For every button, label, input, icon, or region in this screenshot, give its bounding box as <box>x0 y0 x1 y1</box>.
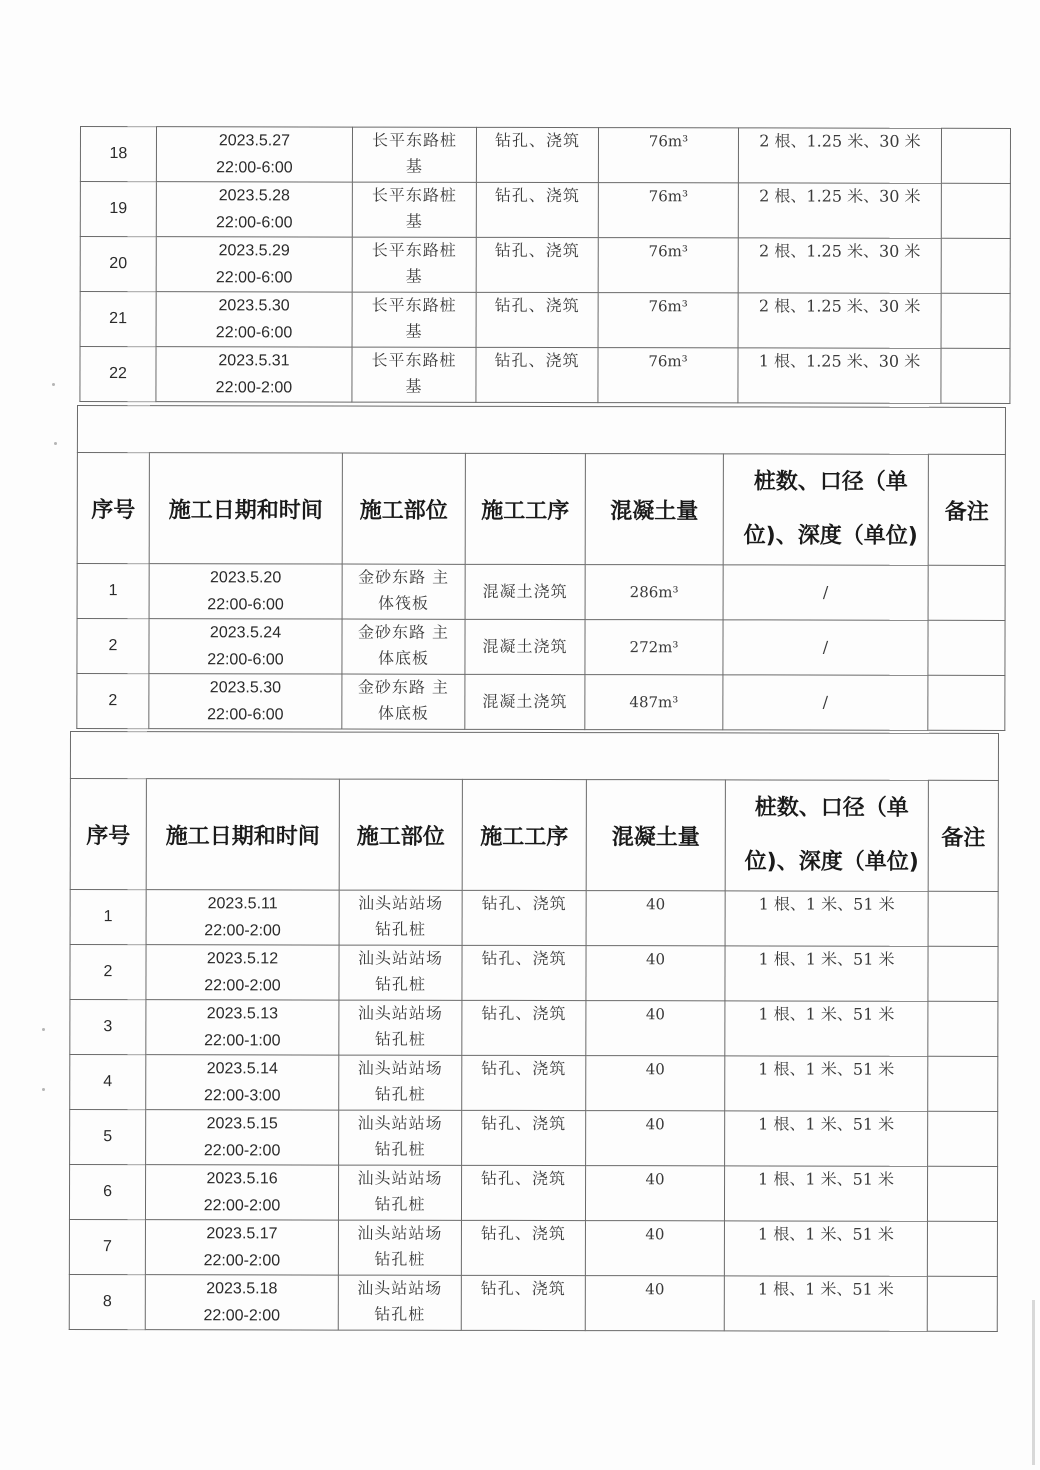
table-row <box>69 1220 997 1277</box>
cell-remarks <box>928 891 998 946</box>
cell-location <box>339 1055 462 1110</box>
cell-process: 混凝土浇筑 <box>465 564 585 619</box>
cell-process: 钻孔、浇筑 <box>461 1220 585 1275</box>
header-pile-info-line1: 桩数、口径（单 <box>754 795 909 821</box>
cell-location-line1: 长平东路桩 <box>371 130 457 150</box>
header-process: 施工工序 <box>462 779 586 890</box>
cell-pile-info: 1 根、1 米、51 米 <box>725 1001 928 1056</box>
cell-remarks <box>941 128 1010 183</box>
header-seq: 序号 <box>70 779 146 890</box>
cell-date: 2023.5.16 <box>206 1170 278 1188</box>
cell-datetime <box>145 1165 338 1220</box>
cell-remarks <box>928 1001 998 1056</box>
cell-location-line2: 体筏板 <box>378 593 430 613</box>
cell-location-line1: 汕头站站场 <box>357 1223 443 1243</box>
cell-remarks <box>941 238 1010 293</box>
cell-remarks <box>927 1221 997 1276</box>
cell-pile-info: 1 根、1 米、51 米 <box>724 1221 927 1276</box>
cell-remarks <box>927 1276 997 1331</box>
cell-seq: 18 <box>80 127 156 182</box>
cell-remarks <box>928 946 998 1001</box>
cell-time: 22:00-6:00 <box>207 651 284 669</box>
cell-location-line2: 体底板 <box>377 648 429 668</box>
cell-location-line1: 金砂东路 主 <box>357 622 450 642</box>
cell-location <box>342 564 465 619</box>
cell-time: 22:00-2:00 <box>203 1252 281 1270</box>
cell-location <box>338 1220 461 1275</box>
cell-concrete: 272m³ <box>585 620 723 675</box>
cell-location-line1: 汕头站站场 <box>357 1168 443 1188</box>
cell-time: 22:00-6:00 <box>215 324 293 342</box>
cell-concrete: 40 <box>585 1221 724 1276</box>
cell-date: 2023.5.11 <box>207 895 278 913</box>
table-row <box>77 564 1005 621</box>
cell-pile-info: 1 根、1.25 米、30 米 <box>738 348 941 403</box>
cell-process: 钻孔、浇筑 <box>461 1275 585 1330</box>
cell-concrete: 40 <box>585 1276 724 1331</box>
header-pile-info-line2: 位)、深度（单位) <box>743 523 918 549</box>
cell-seq: 1 <box>70 890 146 945</box>
cell-location-line1: 金砂东路 主 <box>358 567 450 587</box>
cell-concrete: 76m³ <box>598 348 738 403</box>
cell-location <box>342 674 465 729</box>
cell-concrete: 40 <box>586 891 725 946</box>
cell-pile-info: 1 根、1 米、51 米 <box>725 946 928 1001</box>
cell-location <box>352 127 476 182</box>
cell-datetime <box>156 292 352 347</box>
construction-table-section-3 <box>69 731 999 1332</box>
header-remarks: 备注 <box>928 454 1005 565</box>
cell-location-line1: 汕头站站场 <box>357 1278 443 1298</box>
table-header-row <box>77 453 1005 566</box>
cell-location <box>352 292 476 347</box>
cell-location-line1: 长平东路桩 <box>371 185 457 205</box>
cell-location-line2: 钻孔桩 <box>374 1304 426 1324</box>
cell-pile-info: 2 根、1.25 米、30 米 <box>738 128 941 183</box>
cell-datetime <box>149 674 342 729</box>
table-row <box>69 1274 997 1331</box>
cell-seq: 8 <box>69 1274 145 1329</box>
construction-table-section-2 <box>76 405 1006 731</box>
header-pile-info-line2: 位)、深度（单位) <box>744 849 919 875</box>
cell-location <box>342 619 465 674</box>
cell-time: 22:00-1:00 <box>204 1032 281 1050</box>
blank-separator-row <box>70 732 998 781</box>
cell-location-line1: 汕头站站场 <box>357 1058 443 1078</box>
cell-time: 22:00-6:00 <box>215 269 293 287</box>
cell-seq: 2 <box>70 945 146 1000</box>
cell-concrete: 40 <box>586 1001 725 1056</box>
table-row <box>70 1110 998 1167</box>
header-pile-info <box>723 454 928 565</box>
header-pile-info <box>725 780 928 891</box>
cell-location-line1: 汕头站站场 <box>357 948 444 968</box>
blank-separator-row <box>77 406 1005 455</box>
cell-pile-info: 1 根、1 米、51 米 <box>724 1276 927 1331</box>
table-row <box>80 182 1010 239</box>
cell-location-line2: 基 <box>405 211 423 231</box>
cell-datetime <box>156 127 352 182</box>
cell-date: 2023.5.15 <box>206 1115 278 1133</box>
table-row <box>70 1000 998 1057</box>
cell-location-line2: 钻孔桩 <box>375 919 427 939</box>
cell-location-line1: 长平东路桩 <box>371 240 457 260</box>
header-datetime: 施工日期和时间 <box>149 453 342 564</box>
cell-datetime <box>145 1275 338 1330</box>
cell-process: 混凝土浇筑 <box>465 619 585 674</box>
cell-remarks <box>928 1056 998 1111</box>
cell-time: 22:00-6:00 <box>207 706 284 724</box>
scan-speck <box>42 1028 45 1031</box>
cell-pile-info: 2 根、1.25 米、30 米 <box>738 183 941 238</box>
cell-date: 2023.5.30 <box>209 679 282 697</box>
header-pile-info-line1: 桩数、口径（单 <box>753 469 908 495</box>
cell-time: 22:00-3:00 <box>203 1087 281 1105</box>
cell-process: 钻孔、浇筑 <box>476 237 598 292</box>
cell-concrete: 40 <box>586 946 725 1001</box>
scan-speck <box>54 442 57 445</box>
cell-location-line1: 汕头站站场 <box>358 893 444 913</box>
header-seq: 序号 <box>77 453 149 564</box>
cell-process: 钻孔、浇筑 <box>476 127 598 182</box>
cell-location-line2: 钻孔桩 <box>374 1194 426 1214</box>
cell-location <box>339 1000 462 1055</box>
cell-datetime <box>146 1055 339 1110</box>
table-row <box>80 292 1010 349</box>
table-row <box>70 1055 998 1112</box>
cell-time: 22:00-2:00 <box>203 1197 281 1215</box>
cell-seq: 3 <box>70 1000 146 1055</box>
cell-time: 22:00-2:00 <box>215 379 293 397</box>
cell-concrete: 40 <box>586 1056 725 1111</box>
cell-location-line2: 基 <box>405 376 423 396</box>
cell-datetime <box>149 564 342 619</box>
cell-seq: 19 <box>80 182 156 237</box>
cell-process: 钻孔、浇筑 <box>461 1165 585 1220</box>
table-row <box>70 945 998 1002</box>
cell-date: 2023.5.20 <box>210 569 282 587</box>
cell-concrete: 76m³ <box>598 128 738 183</box>
table-row <box>69 1165 997 1222</box>
cell-location-line1: 长平东路桩 <box>371 295 457 315</box>
header-concrete: 混凝土量 <box>586 780 725 891</box>
header-location: 施工部位 <box>342 453 465 564</box>
cell-remarks <box>928 1111 998 1166</box>
cell-location-line2: 基 <box>405 266 423 286</box>
cell-date: 2023.5.18 <box>206 1280 278 1298</box>
cell-datetime <box>146 1000 339 1055</box>
scan-speck <box>42 1088 45 1091</box>
cell-pile-info: / <box>723 620 928 675</box>
cell-seq: 1 <box>77 564 149 619</box>
cell-date: 2023.5.13 <box>206 1005 279 1023</box>
scan-speck <box>52 383 55 386</box>
cell-remarks <box>928 620 1005 675</box>
cell-concrete: 76m³ <box>598 238 738 293</box>
table-row <box>80 347 1010 404</box>
cell-location <box>339 945 462 1000</box>
cell-location <box>352 237 476 292</box>
cell-datetime <box>146 890 339 945</box>
cell-pile-info: 1 根、1 米、51 米 <box>725 1111 928 1166</box>
cell-seq: 6 <box>69 1165 145 1220</box>
cell-process: 钻孔、浇筑 <box>462 1110 586 1165</box>
cell-concrete: 76m³ <box>598 293 738 348</box>
table-row <box>70 890 998 947</box>
header-concrete: 混凝土量 <box>585 454 723 565</box>
cell-concrete: 40 <box>586 1111 725 1166</box>
cell-location <box>338 1275 461 1330</box>
table-row <box>77 619 1005 676</box>
cell-location-line2: 体底板 <box>377 703 429 723</box>
table-row <box>80 127 1010 184</box>
cell-pile-info: / <box>723 565 928 620</box>
table-header-row <box>70 779 998 892</box>
cell-time: 22:00-6:00 <box>207 596 284 614</box>
cell-time: 22:00-2:00 <box>203 1307 281 1325</box>
cell-pile-info: 1 根、1 米、51 米 <box>725 1056 928 1111</box>
cell-concrete: 76m³ <box>598 183 738 238</box>
cell-datetime <box>146 1110 339 1165</box>
cell-pile-info: 2 根、1.25 米、30 米 <box>738 293 941 348</box>
cell-datetime <box>146 945 339 1000</box>
cell-remarks <box>941 293 1010 348</box>
cell-pile-info: 1 根、1 米、51 米 <box>724 1166 927 1221</box>
cell-location <box>338 1165 461 1220</box>
cell-date: 2023.5.31 <box>218 352 290 370</box>
cell-location-line1: 汕头站站场 <box>357 1003 443 1023</box>
cell-process: 钻孔、浇筑 <box>462 890 586 945</box>
cell-date: 2023.5.27 <box>218 132 291 150</box>
cell-process: 钻孔、浇筑 <box>476 182 598 237</box>
cell-date: 2023.5.14 <box>206 1060 278 1078</box>
cell-seq: 20 <box>80 237 156 292</box>
cell-datetime <box>145 1220 338 1275</box>
cell-datetime <box>156 347 352 402</box>
cell-date: 2023.5.28 <box>218 187 290 205</box>
cell-concrete: 487m³ <box>585 675 723 730</box>
cell-time: 22:00-6:00 <box>216 159 293 177</box>
cell-location-line2: 钻孔桩 <box>374 1139 426 1159</box>
cell-seq: 2 <box>77 674 149 729</box>
cell-datetime <box>156 182 352 237</box>
cell-date: 2023.5.29 <box>218 242 290 260</box>
cell-pile-info: 2 根、1.25 米、30 米 <box>738 238 941 293</box>
cell-date: 2023.5.24 <box>209 624 282 642</box>
cell-location-line1: 汕头站站场 <box>357 1113 443 1133</box>
table-row <box>77 674 1005 731</box>
cell-concrete: 286m³ <box>585 565 723 620</box>
cell-location-line1: 长平东路桩 <box>371 350 457 370</box>
cell-location <box>352 347 476 402</box>
cell-location-line2: 基 <box>405 321 423 341</box>
table-row <box>80 237 1010 294</box>
cell-time: 22:00-2:00 <box>204 922 281 940</box>
cell-seq: 4 <box>70 1055 146 1110</box>
cell-location <box>339 1110 462 1165</box>
cell-datetime <box>156 237 352 292</box>
cell-process: 钻孔、浇筑 <box>476 292 598 347</box>
cell-location-line2: 钻孔桩 <box>374 1084 426 1104</box>
cell-datetime <box>149 619 342 674</box>
cell-remarks <box>941 348 1010 403</box>
cell-seq: 5 <box>70 1110 146 1165</box>
header-location: 施工部位 <box>339 779 462 890</box>
cell-process: 钻孔、浇筑 <box>462 945 586 1000</box>
cell-location <box>352 182 476 237</box>
cell-seq: 7 <box>69 1220 145 1275</box>
cell-concrete: 40 <box>585 1166 724 1221</box>
cell-seq: 22 <box>80 347 156 402</box>
header-datetime: 施工日期和时间 <box>146 779 339 890</box>
construction-table-section-1 <box>79 126 1011 404</box>
cell-location-line2: 钻孔桩 <box>374 1029 426 1049</box>
header-process: 施工工序 <box>465 453 585 564</box>
cell-remarks <box>928 565 1005 620</box>
cell-process: 钻孔、浇筑 <box>462 1055 586 1110</box>
cell-remarks <box>928 675 1005 730</box>
cell-location-line2: 钻孔桩 <box>374 974 426 994</box>
cell-date: 2023.5.30 <box>218 297 290 315</box>
cell-remarks <box>941 183 1010 238</box>
cell-time: 22:00-6:00 <box>216 214 293 232</box>
cell-location-line2: 基 <box>405 156 423 176</box>
cell-process: 钻孔、浇筑 <box>462 1000 586 1055</box>
cell-time: 22:00-2:00 <box>203 1142 281 1160</box>
cell-date: 2023.5.17 <box>206 1225 278 1243</box>
cell-seq: 21 <box>80 292 156 347</box>
cell-location-line2: 钻孔桩 <box>374 1249 426 1269</box>
cell-location-line1: 金砂东路 主 <box>357 677 449 697</box>
cell-location <box>339 890 462 945</box>
cell-process: 钻孔、浇筑 <box>476 347 598 402</box>
cell-remarks <box>927 1166 997 1221</box>
scan-edge-artifact <box>1032 1300 1035 1465</box>
cell-pile-info: / <box>723 675 928 730</box>
cell-pile-info: 1 根、1 米、51 米 <box>725 891 928 946</box>
header-remarks: 备注 <box>928 780 998 891</box>
cell-process: 混凝土浇筑 <box>465 674 585 729</box>
cell-date: 2023.5.12 <box>206 950 279 968</box>
cell-seq: 2 <box>77 619 149 674</box>
cell-time: 22:00-2:00 <box>204 977 281 995</box>
